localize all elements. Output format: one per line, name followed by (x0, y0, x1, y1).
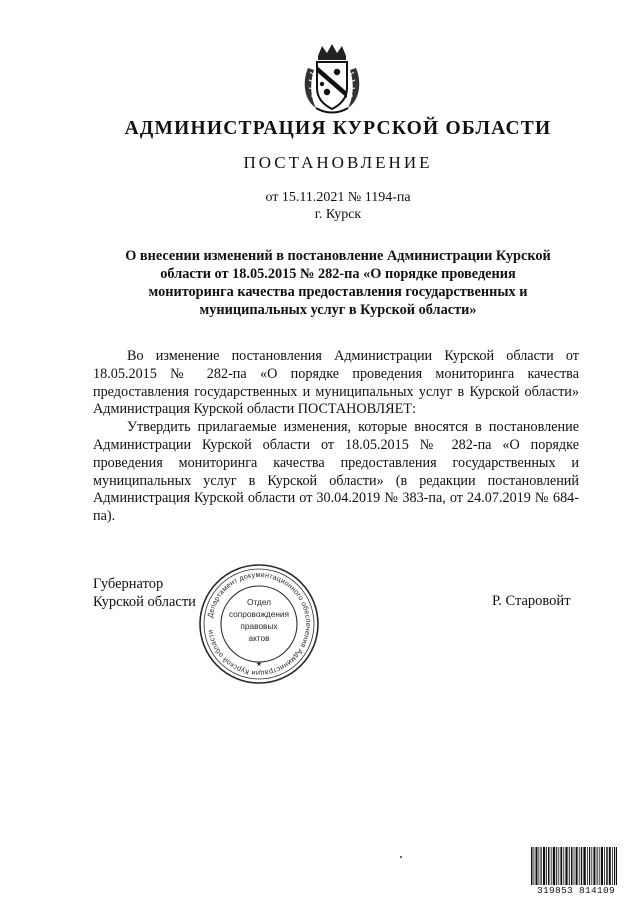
signer-title (93, 575, 196, 611)
document-city: г. Курск (314, 207, 362, 222)
stamp-line-1: Отдел (247, 597, 271, 607)
stamp-line-2: сопровождения (228, 609, 290, 619)
scan-speck (400, 856, 402, 858)
official-stamp (197, 562, 321, 686)
document-body (93, 348, 579, 526)
stamp-ring-text: Департамент документационного обеспечения Администрации Курской области (205, 569, 314, 679)
document-type: ПОСТАНОВЛЕНИЕ (243, 153, 433, 172)
coat-of-arms-emblem (300, 42, 364, 114)
document-subject: О внесении изменений в постановление Администрации Курской области от 18.05.2015 № 282-па «О порядке проведения мониторинга качества предоставления государственных и муниципальных услуг в Курской области» (125, 248, 551, 318)
document-date-number: от 15.11.2021 № 1194-па (265, 190, 411, 205)
stamp-line-4: актов (248, 633, 270, 643)
signer-title-line1: Губернатор (93, 576, 164, 592)
barcode-graphic (531, 847, 617, 885)
barcode-number: 319853 814109 (536, 885, 615, 896)
body-paragraph-1: Во изменение постановления Администрации Курской области от 18.05.2015 № 282-па «О порядке проведения мониторинга качества предоставления государственных и муниципальных услуг в Курской области» Администрация Курской области ПОСТАНОВЛЯЕТ: (93, 348, 579, 418)
signer-name: Р. Старовойт (492, 593, 571, 609)
body-paragraph-2: Утвердить прилагаемые изменения, которые вносятся в постановление Администрации Курской области от 18.05.2015 № 282-па «О порядке проведения мониторинга качества предоставления государственных и муниципальных услуг в Курской области» (в редакции постановлений Администрация Курской области от 30.04.2019 № 383-па, от 24.07.2019 № 684-па). (93, 419, 579, 525)
stamp-line-3: правовых (240, 621, 278, 631)
svg-text:★: ★ (255, 660, 263, 668)
organization-title: АДМИНИСТРАЦИЯ КУРСКОЙ ОБЛАСТИ (124, 118, 552, 139)
signer-title-line2: Курской области (93, 594, 196, 610)
